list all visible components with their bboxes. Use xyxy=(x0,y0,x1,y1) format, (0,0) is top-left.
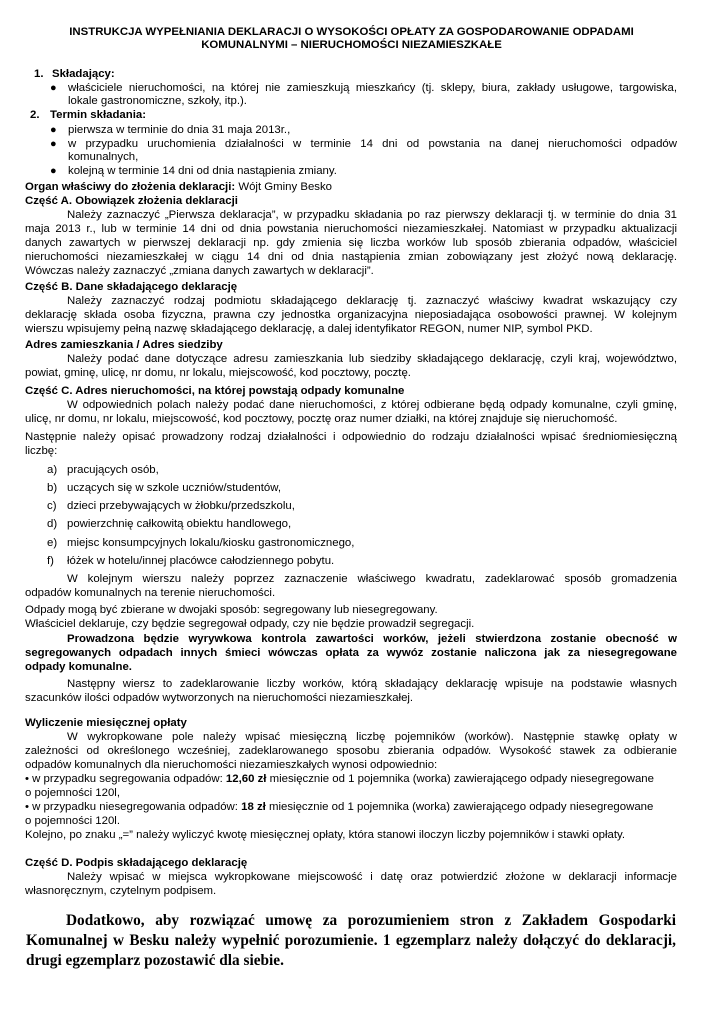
list-letter: b) xyxy=(47,482,58,494)
section-2-number: 2. xyxy=(30,109,40,121)
organ-value: Wójt Gminy Besko xyxy=(235,181,333,193)
rate-segregated xyxy=(25,773,654,787)
rate-segregated-prefix: • w przypadku segregowania odpadów: xyxy=(25,773,226,785)
part-c-line-2: ulicę, nr domu, nr lokalu, miejscowość, kod pocztowy, pocztę oraz numer działki, na której znajduje się nieruchomość. xyxy=(25,413,618,425)
list-letter: f) xyxy=(47,555,54,567)
part-c-line-8: Właściciel deklaruje, czy będzie segregował odpady, czy nie będzie prowadził segregacji. xyxy=(25,618,475,630)
section-2-item-2-line-2: komunalnych, xyxy=(68,151,139,163)
section-2-item-3: kolejną w terminie 14 dni od dnia nastąpienia zmiany. xyxy=(68,165,337,177)
calc-line-1: W wykropkowane pole należy wpisać miesięczną liczbę pojemników (worków). Następnie stawkę opłaty w xyxy=(67,731,677,743)
rate-segregated-cont: o pojemności 120l, xyxy=(25,787,120,799)
bullet-icon: ● xyxy=(50,165,57,177)
part-a-heading: Część A. Obowiązek złożenia deklaracji xyxy=(25,195,238,207)
calc-line-3: odpadów komunalnych dla nieruchomości niezamieszkałych wynosi odpowiednio: xyxy=(25,759,438,771)
bullet-icon: ● xyxy=(50,124,57,136)
list-letter: d) xyxy=(47,518,58,530)
part-c-line-1: W odpowiednich polach należy podać dane nieruchomości, z której odbierane będą odpady komunalne, czyli gminę, xyxy=(67,399,677,411)
rate-segregated-amount: 12,60 zł xyxy=(225,773,267,785)
part-a-line-2: maja 2013 r., lub w terminie 14 dni od dnia powstania nieruchomości niezamieszkałej. Natomiast w przypadku aktualizacji xyxy=(25,223,677,235)
list-item: łóżek w hotelu/innej placówce całodziennego pobytu. xyxy=(67,555,335,567)
part-b-line-1: Należy zaznaczyć rodzaj podmiotu składającego deklarację tj. zaznaczyć właściwy kwadrat wskazujący czy xyxy=(67,295,677,307)
part-c-line-5: W kolejnym wierszu należy poprzez zaznaczenie właściwego kwadratu, zadeklarować sposób gromadzenia xyxy=(67,573,677,585)
section-1-item-1-line-1: właściciele nieruchomości, na której nie zamieszkują mieszkańcy (tj. sklepy, biura, zakłady usługowe, targowiska, xyxy=(68,82,677,94)
section-1-number: 1. xyxy=(34,68,44,80)
part-b-line-2: deklarację składa osoba fizyczna, prawna czy jednostka organizacyjna nieposiadająca osobowości prawnej. W kolejnym xyxy=(25,309,677,321)
calc-line-2: zależności od określonego wcześniej, zadeklarowanego sposobu zbierania odpadów. Wysokość stawek za odbieranie xyxy=(25,745,677,757)
part-d-heading: Część D. Podpis składającego deklarację xyxy=(25,857,248,869)
part-b-heading: Część B. Dane składającego deklarację xyxy=(25,281,238,293)
list-item: uczących się w szkole uczniów/studentów, xyxy=(67,482,281,494)
list-item: miejsc konsumpcyjnych lokalu/kiosku gastronomicznego, xyxy=(67,537,355,549)
section-2-item-2-line-1: w przypadku uruchomienia działalności w terminie 14 dni od powstania na danej nieruchomości odpadów xyxy=(68,138,677,150)
part-d-line-1: Należy wpisać w miejsca wykropkowane miejscowość i datę oraz potwierdzić złożone w deklaracji informacje xyxy=(67,871,677,883)
section-2-item-1: pierwsza w terminie do dnia 31 maja 2013r., xyxy=(68,124,291,136)
title-line-1: INSTRUKCJA WYPEŁNIANIA DEKLARACJI O WYSOKOŚCI OPŁATY ZA GOSPODAROWANIE ODPADAMI xyxy=(69,26,634,38)
bullet-icon: ● xyxy=(50,138,57,150)
section-2-heading: Termin składania: xyxy=(50,109,147,121)
bullet-icon: ● xyxy=(50,82,57,94)
final-note-line-2: Komunalnej w Besku należy wypełnić porozumienie. 1 egzemplarz należy dołączyć do deklaracji, xyxy=(26,932,676,949)
list-letter: c) xyxy=(47,500,57,512)
part-a-line-1: Należy zaznaczyć „Pierwsza deklaracja”, w przypadku składania po raz pierwszy deklaracji tj. w terminie do dnia 31 xyxy=(67,209,677,221)
list-item: dzieci przebywających w żłobku/przedszkolu, xyxy=(67,500,295,512)
part-c-line-7: Odpady mogą być zbierane w dwojaki sposób: segregowany lub niesegregowany. xyxy=(25,604,438,616)
part-d-line-2: własnoręcznym, czytelnym podpisem. xyxy=(25,885,217,897)
address-line-1: Należy podać dane dotyczące adresu zamieszkania lub siedziby składającego deklarację, czyli kraj, województwo, xyxy=(67,353,677,365)
list-letter: a) xyxy=(47,464,58,476)
title-line-2: KOMUNALNYMI – NIERUCHOMOŚCI NIEZAMIESZKAŁE xyxy=(201,39,502,52)
address-line-2: powiat, gminę, ulicę, nr domu, nr lokalu, miejscowość, kod pocztowy, pocztę. xyxy=(25,367,411,379)
rate-nonsegregated xyxy=(25,801,653,815)
part-c-line-10: szacunków ilości odpadów wytworzonych na nieruchomości niezamieszkałej. xyxy=(25,692,414,704)
organ-label: Organ właściwy do złożenia deklaracji: xyxy=(25,181,236,193)
control-notice-line-1: Prowadzona będzie wyrywkowa kontrola zawartości worków, jeżeli stwierdzona zostanie obecność w xyxy=(67,633,677,645)
section-1-item-1-line-2: lokale gastronomiczne, szkoły, itp.). xyxy=(68,95,247,107)
part-a-line-5: Wówczas należy zaznaczyć „zmiana danych zawartych w deklaracji”. xyxy=(25,265,374,277)
rate-nonsegregated-prefix: • w przypadku niesegregowania odpadów: xyxy=(25,801,242,813)
list-item: powierzchnię całkowitą obiektu handlowego, xyxy=(67,518,292,530)
part-a-line-4: nieruchomości niezamieszkałej w ciągu 14 dni od dnia nastąpienia zmian zobowiązany jest złożyć nową deklarację. xyxy=(25,251,677,263)
part-c-line-4: liczbę: xyxy=(25,445,58,457)
document-title xyxy=(40,26,663,52)
part-b-line-3: wierszu wpisujemy pełną nazwę składającego deklarację, a dalej identyfikator REGON, numer NIP, symbol PKD. xyxy=(25,323,593,335)
final-note-line-1: Dodatkowo, aby rozwiązać umowę za porozumieniem stron z Zakładem Gospodarki xyxy=(66,912,676,929)
calc-heading: Wyliczenie miesięcznej opłaty xyxy=(25,717,187,729)
control-notice-line-2: segregowanych odpadach innych śmieci wówczas opłata za wywóz zostanie naliczona jak za niesegregowane xyxy=(25,647,677,659)
rate-segregated-suffix: miesięcznie od 1 pojemnika (worka) zawierającego odpady niesegregowane xyxy=(266,773,654,785)
part-c-line-6: odpadów komunalnych na terenie nieruchomości. xyxy=(25,587,276,599)
final-note-line-3: drugi egzemplarz pozostawić dla siebie. xyxy=(26,952,284,969)
section-1-heading: Składający: xyxy=(52,68,115,80)
part-a-line-3: danych zawartych w pierwszej deklaracji np. gdy zmienia się liczba worków lub sposób zbierania odpadów, właściciel xyxy=(25,237,677,249)
rate-nonsegregated-amount: 18 zł xyxy=(241,801,266,813)
part-c-heading: Część C. Adres nieruchomości, na której powstają odpady komunalne xyxy=(25,385,405,397)
address-heading: Adres zamieszkania / Adres siedziby xyxy=(25,339,223,351)
part-c-line-3: Następnie należy opisać prowadzony rodzaj działalności i odpowiednio do rodzaju działalności wpisać średniomiesięczną xyxy=(25,431,677,443)
organ-line xyxy=(25,181,332,195)
part-c-line-9: Następny wiersz to zadeklarowanie liczby worków, którą składający deklarację wpisuje na podstawie własnych xyxy=(67,678,677,690)
list-item: pracujących osób, xyxy=(67,464,159,476)
control-notice-line-3: odpady komunalne. xyxy=(25,661,132,673)
calc-last-line: Kolejno, po znaku „=” należy wyliczyć kwotę miesięcznej opłaty, która stanowi iloczyn liczby pojemników i stawki opłaty. xyxy=(25,829,626,841)
rate-nonsegregated-suffix: miesięcznie od 1 pojemnika (worka) zawierającego odpady niesegregowane xyxy=(265,801,654,813)
rate-nonsegregated-cont: o pojemności 120l. xyxy=(25,815,120,827)
list-letter: e) xyxy=(47,537,58,549)
